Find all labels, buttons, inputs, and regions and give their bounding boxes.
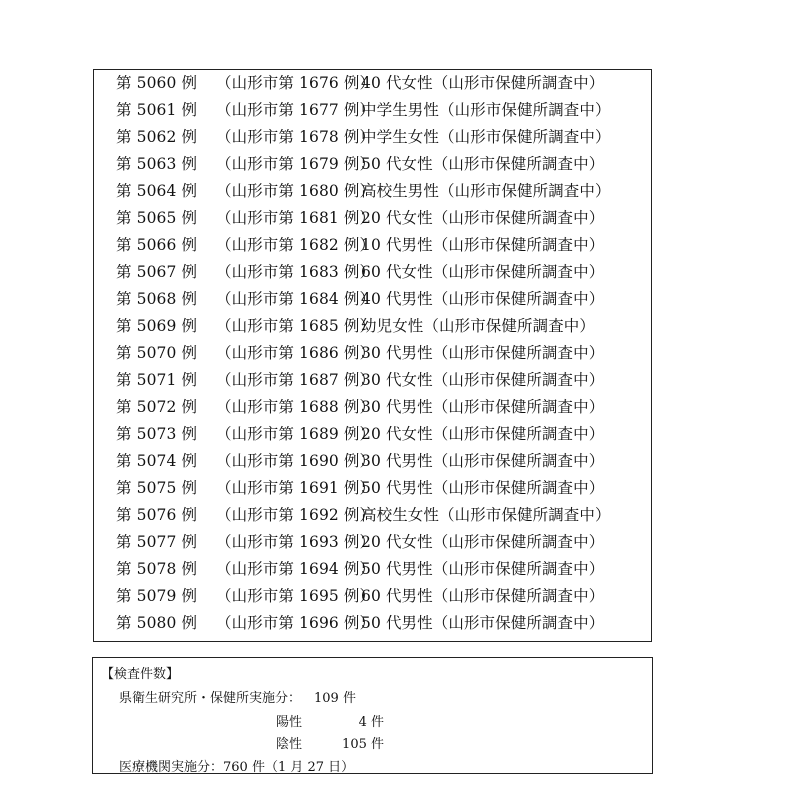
city-case-number: （山形市第 1688 例）	[216, 398, 376, 416]
case-row	[116, 475, 611, 502]
case-row	[116, 367, 611, 394]
case-number: 第 5070 例	[116, 344, 198, 362]
city-case-number: （山形市第 1690 例）	[216, 452, 376, 470]
case-description: 20 代女性（山形市保健所調査中）	[361, 425, 605, 443]
case-row	[116, 178, 611, 205]
case-number: 第 5063 例	[116, 155, 198, 173]
case-row	[116, 529, 611, 556]
case-number: 第 5076 例	[116, 506, 198, 524]
city-case-number: （山形市第 1695 例）	[216, 587, 376, 605]
case-description: 中学生女性（山形市保健所調査中）	[361, 128, 611, 146]
city-case-number: （山形市第 1696 例）	[216, 614, 376, 632]
case-number: 第 5071 例	[116, 371, 198, 389]
case-description: 60 代男性（山形市保健所調査中）	[361, 587, 605, 605]
positive-label: 陽性	[276, 715, 303, 730]
case-number: 第 5065 例	[116, 209, 198, 227]
case-row	[116, 448, 611, 475]
case-row	[116, 502, 611, 529]
case-number: 第 5069 例	[116, 317, 198, 335]
negative-value: 105 件	[342, 737, 384, 752]
pref-test-value: 109 件	[314, 691, 356, 706]
medical-test-row: 医療機関実施分：760 件（1 月 27 日）	[119, 760, 355, 775]
city-case-number: （山形市第 1682 例）	[216, 236, 376, 254]
case-description: 30 代男性（山形市保健所調査中）	[361, 344, 605, 362]
case-list-box	[93, 69, 652, 642]
city-case-number: （山形市第 1678 例）	[216, 128, 376, 146]
city-case-number: （山形市第 1683 例）	[216, 263, 376, 281]
city-case-number: （山形市第 1692 例）	[216, 506, 376, 524]
case-description: 40 代女性（山形市保健所調査中）	[361, 74, 605, 92]
negative-row	[276, 733, 384, 752]
case-row	[116, 124, 611, 151]
case-number: 第 5066 例	[116, 236, 198, 254]
city-case-number: （山形市第 1686 例）	[216, 344, 376, 362]
case-row	[116, 313, 611, 340]
city-case-number: （山形市第 1679 例）	[216, 155, 376, 173]
case-description: 30 代男性（山形市保健所調査中）	[361, 452, 605, 470]
case-description: 40 代男性（山形市保健所調査中）	[361, 290, 605, 308]
city-case-number: （山形市第 1694 例）	[216, 560, 376, 578]
pref-test-label: 県衛生研究所・保健所実施分：	[119, 691, 302, 706]
city-case-number: （山形市第 1685 例）	[216, 317, 376, 335]
case-row	[116, 205, 611, 232]
case-row	[116, 97, 611, 124]
case-description: 50 代女性（山形市保健所調査中）	[361, 155, 605, 173]
city-case-number: （山形市第 1680 例）	[216, 182, 376, 200]
case-description: 50 代男性（山形市保健所調査中）	[361, 614, 605, 632]
case-description: 50 代男性（山形市保健所調査中）	[361, 479, 605, 497]
city-case-number: （山形市第 1689 例）	[216, 425, 376, 443]
case-row	[116, 259, 611, 286]
case-list	[116, 70, 611, 637]
case-row	[116, 340, 611, 367]
city-case-number: （山形市第 1693 例）	[216, 533, 376, 551]
case-row	[116, 421, 611, 448]
case-number: 第 5068 例	[116, 290, 198, 308]
case-row	[116, 610, 611, 637]
city-case-number: （山形市第 1687 例）	[216, 371, 376, 389]
test-count-box	[92, 657, 653, 774]
case-number: 第 5064 例	[116, 182, 198, 200]
positive-row	[276, 711, 384, 730]
case-number: 第 5061 例	[116, 101, 198, 119]
case-description: 60 代女性（山形市保健所調査中）	[361, 263, 605, 281]
city-case-number: （山形市第 1677 例）	[216, 101, 376, 119]
test-count-title: 【検査件数】	[101, 667, 180, 682]
city-case-number: （山形市第 1691 例）	[216, 479, 376, 497]
case-row	[116, 151, 611, 178]
case-number: 第 5072 例	[116, 398, 198, 416]
case-description: 30 代女性（山形市保健所調査中）	[361, 371, 605, 389]
case-description: 中学生男性（山形市保健所調査中）	[361, 101, 611, 119]
case-description: 高校生男性（山形市保健所調査中）	[361, 182, 611, 200]
case-description: 高校生女性（山形市保健所調査中）	[361, 506, 611, 524]
pref-test-row	[119, 687, 356, 706]
case-description: 20 代女性（山形市保健所調査中）	[361, 209, 605, 227]
city-case-number: （山形市第 1676 例）	[216, 74, 376, 92]
case-row	[116, 394, 611, 421]
case-row	[116, 556, 611, 583]
case-number: 第 5060 例	[116, 74, 198, 92]
case-number: 第 5073 例	[116, 425, 198, 443]
city-case-number: （山形市第 1681 例）	[216, 209, 376, 227]
case-number: 第 5067 例	[116, 263, 198, 281]
negative-label: 陰性	[276, 737, 303, 752]
case-number: 第 5075 例	[116, 479, 198, 497]
case-description: 50 代男性（山形市保健所調査中）	[361, 560, 605, 578]
case-number: 第 5078 例	[116, 560, 198, 578]
case-row	[116, 583, 611, 610]
case-description: 幼児女性（山形市保健所調査中）	[361, 317, 596, 335]
case-row	[116, 70, 611, 97]
case-number: 第 5079 例	[116, 587, 198, 605]
city-case-number: （山形市第 1684 例）	[216, 290, 376, 308]
case-number: 第 5080 例	[116, 614, 198, 632]
case-description: 30 代男性（山形市保健所調査中）	[361, 398, 605, 416]
case-description: 20 代女性（山形市保健所調査中）	[361, 533, 605, 551]
case-number: 第 5062 例	[116, 128, 198, 146]
case-number: 第 5077 例	[116, 533, 198, 551]
positive-value: 4 件	[358, 715, 384, 730]
case-row	[116, 232, 611, 259]
case-row	[116, 286, 611, 313]
case-description: 10 代男性（山形市保健所調査中）	[361, 236, 605, 254]
case-number: 第 5074 例	[116, 452, 198, 470]
